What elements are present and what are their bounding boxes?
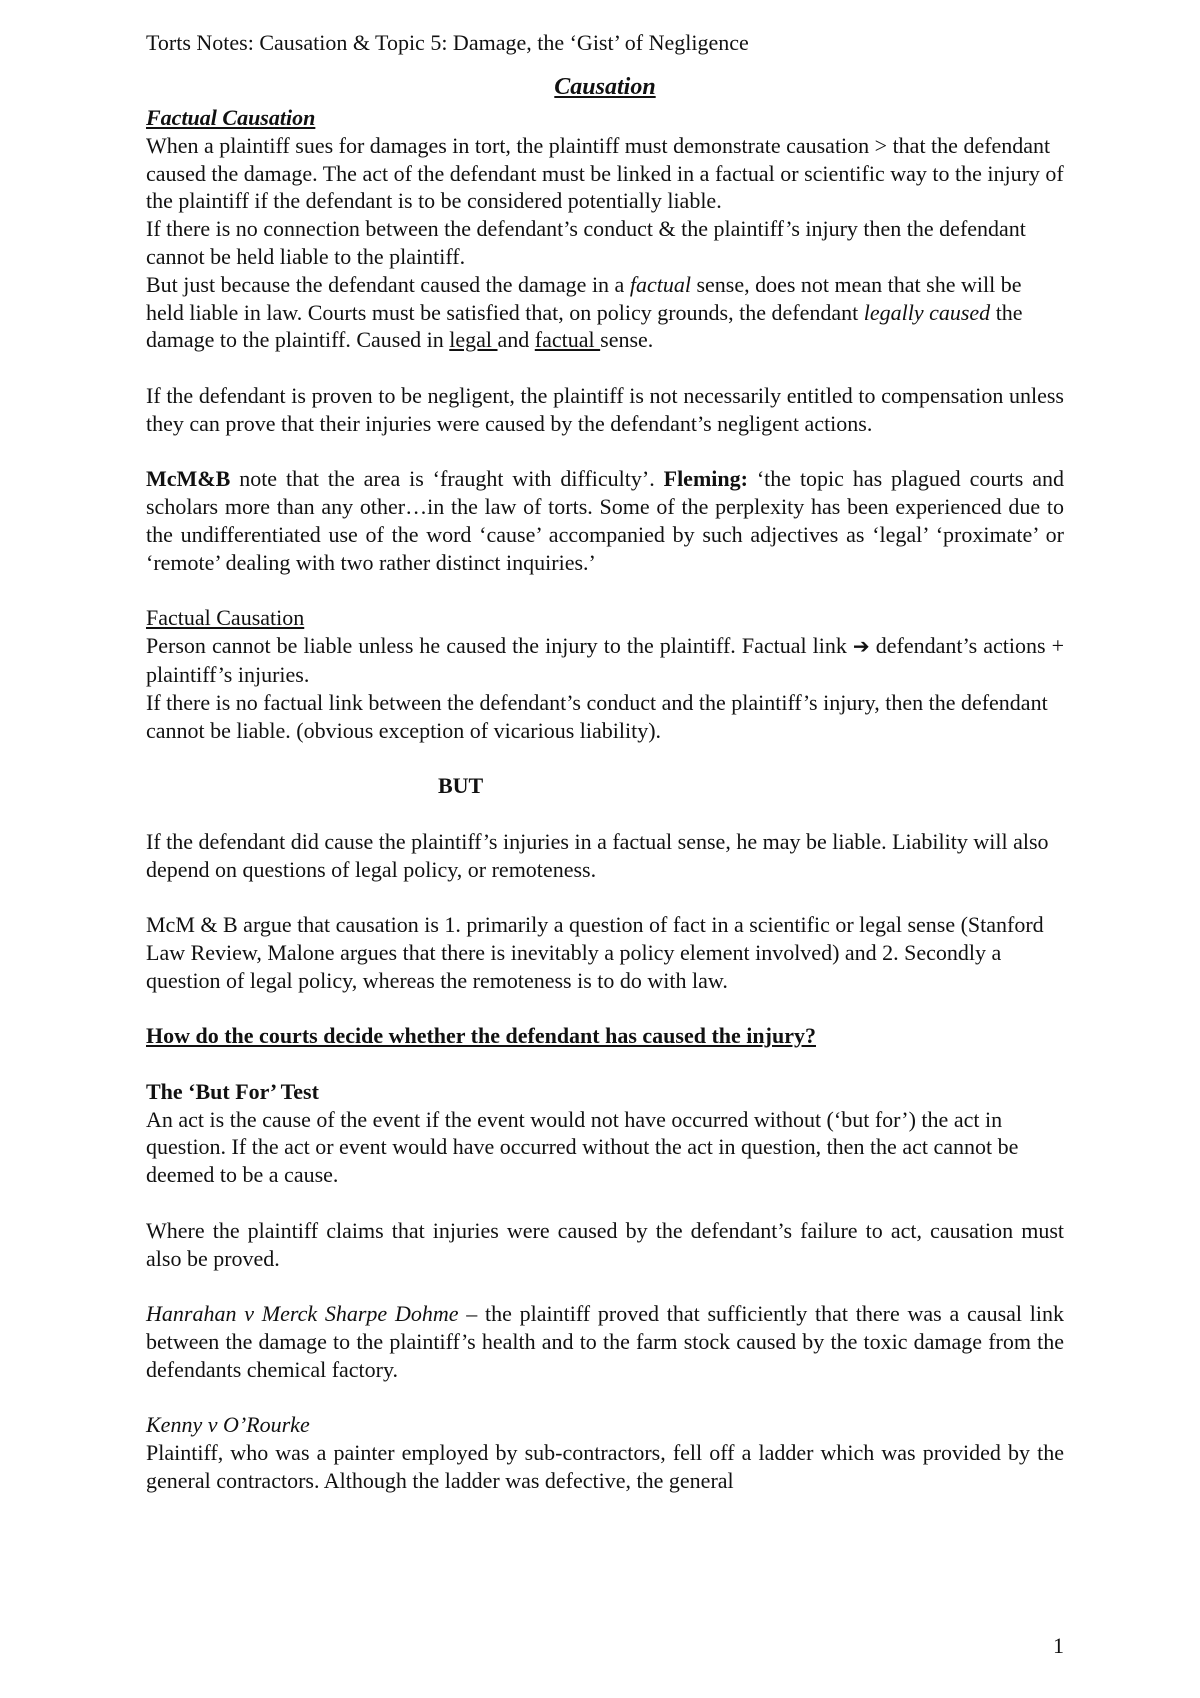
paragraph-negligent-compensation: If the defendant is proven to be negligent, the plaintiff is not necessarily entitled to compensation unless they can prove that their injuries were caused by the defendant’s negligent actions. (146, 382, 1064, 436)
paragraph-but-for-definition: An act is the cause of the event if the event would not have occurred without (‘but for’) the act in question. If the act or event would have occurred without the act in question, then the act cannot be deemed to be a cause. (146, 1106, 1019, 1188)
arrow-right-icon: ➔ (852, 634, 870, 659)
case-name: Hanrahan v Merck Sharpe Dohme (146, 1301, 459, 1327)
paragraph-no-connection: If there is no connection between the defendant’s conduct & the plaintiff’s injury then the defendant cannot be held liable to the plaintiff. (146, 216, 1026, 269)
case-hanrahan: Hanrahan v Merck Sharpe Dohme – the plaintiff proved that sufficiently that there was a causal link between the damage to the plaintiff’s health and to the farm stock caused by the toxic damage from the defendants chemical factory. (146, 1301, 1064, 1382)
paragraph-factual-link: Person cannot be liable unless he caused the injury to the plaintiff. Factual link ➔ defendant’s actions + plaintiff’s injuries. (146, 633, 1064, 687)
page-number: 1 (1053, 1633, 1064, 1658)
paragraph-factual-sense-liable: If the defendant did cause the plaintiff’s injuries in a factual sense, he may be liable. Liability will also depend on questions of legal policy, or remoteness. (146, 828, 1049, 882)
section-heading-factual-causation: Factual Causation (146, 105, 316, 130)
but-for-test-heading: The ‘But For’ Test (146, 1078, 319, 1104)
case-kenny-text: Plaintiff, who was a painter employed by sub-contractors, fell off a ladder which was provided by the general contractors. Although the ladder was defective, the general (146, 1440, 1064, 1494)
paragraph-mcmb-fleming: McM&B note that the area is ‘fraught with difficulty’. Fleming: ‘the topic has plagued courts and scholars more than any other…in the law of torts. Some of the perplexity has been experienced due to the undifferentiated use of the word ‘cause’ accompanied by such adjectives as ‘legal’ ‘proximate’ or ‘remote’ dealing with two rather distinct inquiries.’ (146, 466, 1064, 575)
question-heading: How do the courts decide whether the defendant has caused the injury? (146, 1023, 816, 1049)
page-title: Causation (554, 74, 656, 100)
paragraph-failure-to-act: Where the plaintiff claims that injuries were caused by the defendant’s failure to act, causation must also be proved. (146, 1217, 1064, 1271)
section-heading-factual-causation-2: Factual Causation (146, 605, 305, 631)
paragraph-no-factual-link: If there is no factual link between the defendant’s conduct and the plaintiff’s injury, then the defendant cannot be liable. (obvious exception of vicarious liability). (146, 689, 1048, 743)
paragraph-legal-vs-factual: But just because the defendant caused the damage in a factual sense, does not mean that she will be held liable in law. Courts must be satisfied that, on policy grounds, the defendant legally caused the damage to the plaintiff. Caused in legal and factual sense. (146, 271, 1023, 353)
paragraph-causation-intro: When a plaintiff sues for damages in tort, the plaintiff must demonstrate causation > that the defendant caused the damage. The act of the defendant must be linked in a factual or scientific way to the injury of the plaintiff if the defendant is to be considered potentially liable. (146, 132, 1064, 214)
but-heading: BUT (438, 773, 484, 799)
case-kenny-heading: Kenny v O’Rourke (146, 1412, 310, 1438)
running-header: Torts Notes: Causation & Topic 5: Damage, the ‘Gist’ of Negligence (146, 30, 749, 55)
paragraph-mcmb-argue: McM & B argue that causation is 1. primarily a question of fact in a scientific or legal sense (Stanford Law Review, Malone argues that there is inevitably a policy element involved) and 2. Secondly a question of legal policy, whereas the remoteness is to do with law. (146, 912, 1044, 993)
document-body (146, 70, 1064, 1495)
